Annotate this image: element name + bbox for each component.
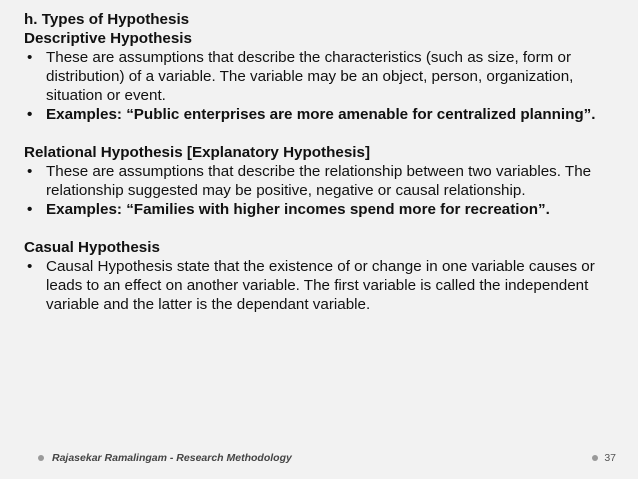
- types-heading: h. Types of Hypothesis: [24, 11, 190, 28]
- bullet-marker: •: [27, 106, 33, 123]
- casual-hypothesis-title: Casual Hypothesis: [24, 239, 160, 256]
- relational-bullet-example: [24, 200, 614, 219]
- descriptive-definition-text: These are assumptions that describe the characteristics (such as size, form or distribution) of a variable. The variable may be an object, person, organization, situation or event.: [46, 49, 574, 104]
- casual-bullet-list: [24, 257, 614, 314]
- descriptive-hypothesis-title: Descriptive Hypothesis: [24, 30, 192, 47]
- relational-hypothesis-title: Relational Hypothesis [Explanatory Hypothesis]: [24, 144, 371, 161]
- descriptive-example-text: Examples: “Public enterprises are more amenable for centralized planning”.: [46, 106, 596, 123]
- descriptive-bullet-list: [24, 48, 614, 124]
- section-spacer: [24, 124, 614, 143]
- relational-bullet-definition: [24, 162, 614, 200]
- page-dot-icon: [592, 455, 598, 461]
- bullet-marker: •: [27, 163, 33, 180]
- relational-example-text: Examples: “Families with higher incomes spend more for recreation”.: [46, 201, 550, 218]
- slide-content: [24, 10, 614, 314]
- casual-bullet-definition: [24, 257, 614, 314]
- bullet-marker: •: [27, 258, 33, 275]
- bullet-marker: •: [27, 49, 33, 66]
- descriptive-bullet-example: [24, 105, 614, 124]
- bullet-marker: •: [27, 201, 33, 218]
- page-number: 37: [604, 452, 616, 464]
- footer-author: Rajasekar Ramalingam - Research Methodology: [52, 452, 292, 464]
- footer-dot-icon: [38, 455, 44, 461]
- casual-definition-text: Causal Hypothesis state that the existence of or change in one variable causes or leads to an effect on another variable. The first variable is called the independent variable and the latter is the dependant variable.: [46, 258, 595, 313]
- slide-footer: [38, 451, 616, 465]
- relational-definition-text: These are assumptions that describe the relationship between two variables. The relationship suggested may be positive, negative or causal relationship.: [46, 163, 592, 199]
- section-spacer: [24, 219, 614, 238]
- relational-bullet-list: [24, 162, 614, 219]
- descriptive-bullet-definition: [24, 48, 614, 105]
